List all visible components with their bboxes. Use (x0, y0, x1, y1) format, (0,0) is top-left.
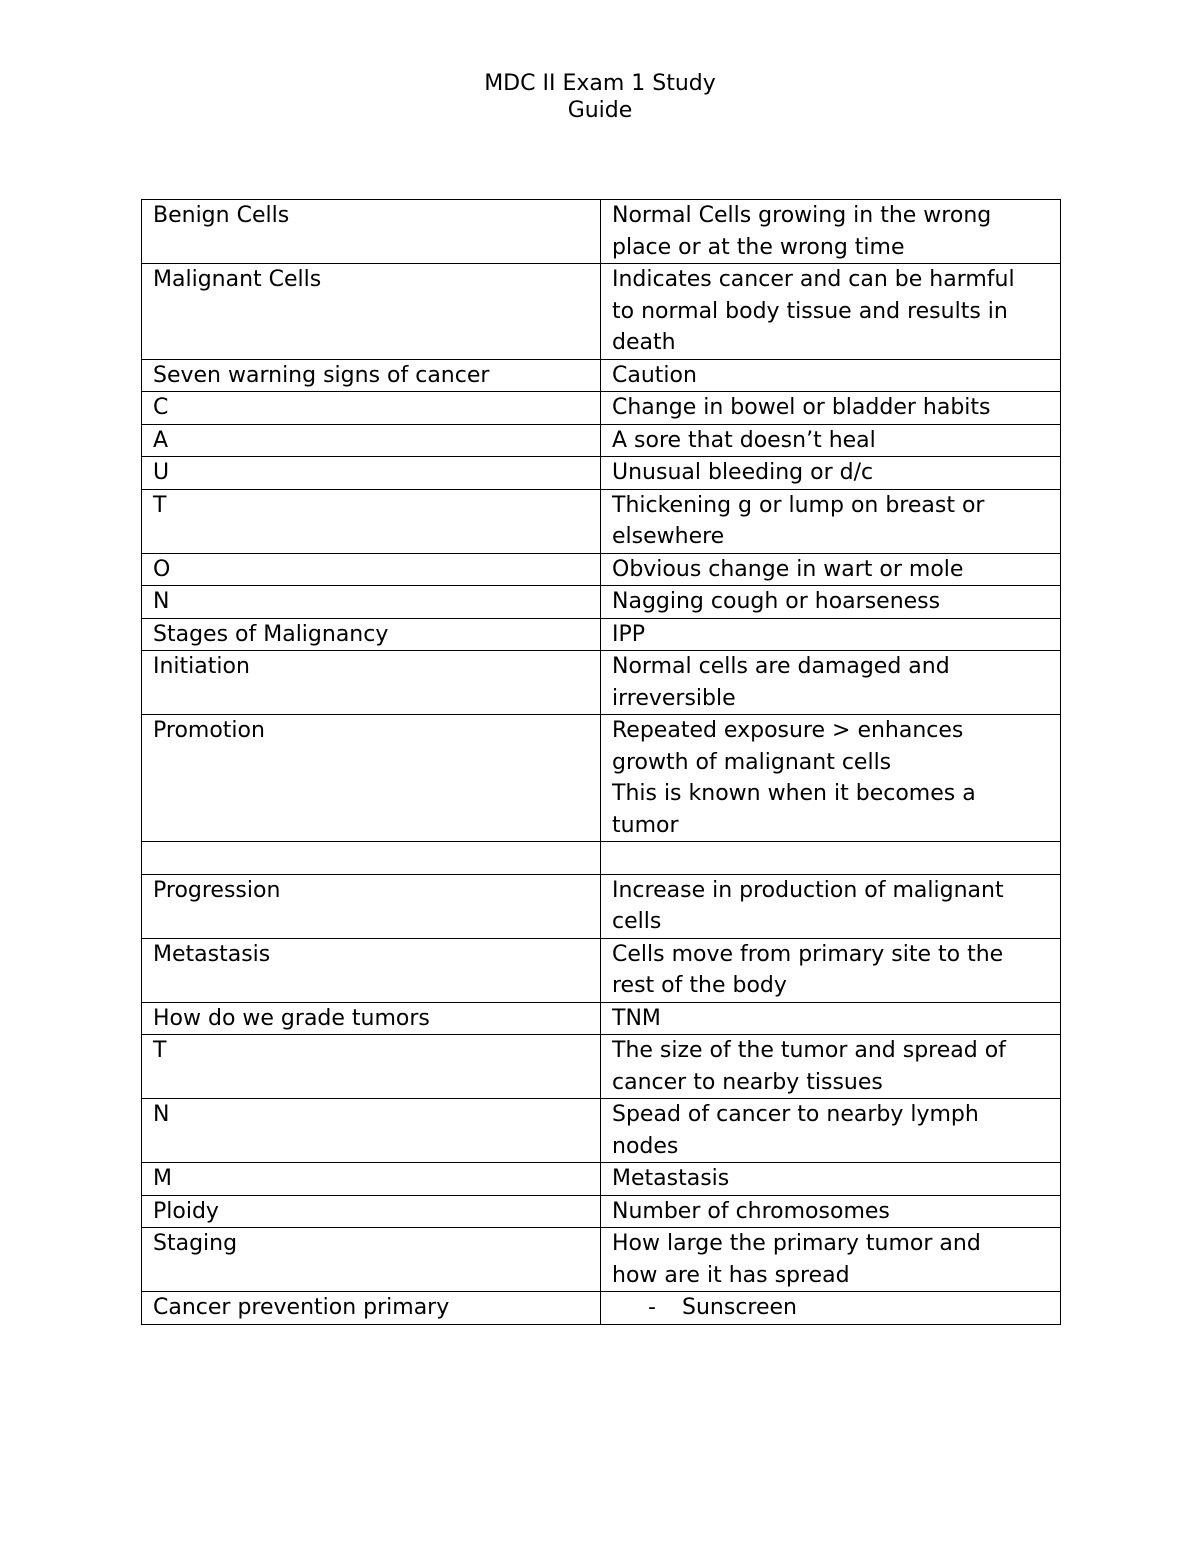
term-cell: Metastasis (142, 938, 601, 1002)
term-cell: How do we grade tumors (142, 1002, 601, 1035)
study-guide-table (141, 199, 1061, 1325)
term-cell: N (142, 1099, 601, 1163)
table-row-empty (142, 842, 1061, 875)
table-row (142, 200, 1061, 264)
definition-cell: TNM (601, 1002, 1061, 1035)
table-row (142, 618, 1061, 651)
table-row (142, 1228, 1061, 1292)
table-row (142, 457, 1061, 490)
definition-cell: Cells move from primary site to the rest of the body (601, 938, 1061, 1002)
term-cell: T (142, 1035, 601, 1099)
document-title (0, 70, 1200, 124)
table-row (142, 715, 1061, 842)
term-cell: Malignant Cells (142, 264, 601, 360)
table-row (142, 264, 1061, 360)
definition-cell: Spead of cancer to nearby lymph nodes (601, 1099, 1061, 1163)
table-row (142, 392, 1061, 425)
table-row (142, 938, 1061, 1002)
definition-cell: Nagging cough or hoarseness (601, 586, 1061, 619)
table-row (142, 874, 1061, 938)
definition-cell (601, 842, 1061, 875)
term-cell: Ploidy (142, 1195, 601, 1228)
term-cell: M (142, 1163, 601, 1196)
table-row (142, 424, 1061, 457)
term-cell: Seven warning signs of cancer (142, 359, 601, 392)
term-cell (142, 842, 601, 875)
table-row (142, 359, 1061, 392)
term-cell: T (142, 489, 601, 553)
definition-cell: Indicates cancer and can be harmful to normal body tissue and results in death (601, 264, 1061, 360)
definition-cell: Metastasis (601, 1163, 1061, 1196)
table-row (142, 553, 1061, 586)
definition-cell: Normal Cells growing in the wrong place or at the wrong time (601, 200, 1061, 264)
definition-cell: IPP (601, 618, 1061, 651)
table-row (142, 1099, 1061, 1163)
definition-cell: Change in bowel or bladder habits (601, 392, 1061, 425)
term-cell: A (142, 424, 601, 457)
term-cell: Staging (142, 1228, 601, 1292)
definition-cell: The size of the tumor and spread of cancer to nearby tissues (601, 1035, 1061, 1099)
table-row (142, 1292, 1061, 1325)
term-cell: O (142, 553, 601, 586)
definition-cell: How large the primary tumor and how are it has spread (601, 1228, 1061, 1292)
bullet-item-text: Sunscreen (682, 1295, 797, 1320)
table-row (142, 586, 1061, 619)
term-cell: Progression (142, 874, 601, 938)
title-line-2: Guide (567, 98, 633, 123)
definition-cell: Obvious change in wart or mole (601, 553, 1061, 586)
table-row (142, 1195, 1061, 1228)
table-row (142, 1035, 1061, 1099)
table-row (142, 489, 1061, 553)
term-cell: Cancer prevention primary (142, 1292, 601, 1325)
table-row (142, 1002, 1061, 1035)
definition-cell: Repeated exposure > enhances growth of malignant cells This is known when it becomes a tumor (601, 715, 1061, 842)
bullet-dash: - (648, 1295, 656, 1320)
term-cell: Initiation (142, 651, 601, 715)
definition-cell: A sore that doesn’t heal (601, 424, 1061, 457)
definition-cell: Thickening g or lump on breast or elsewhere (601, 489, 1061, 553)
definition-cell: Normal cells are damaged and irreversible (601, 651, 1061, 715)
definition-cell: Increase in production of malignant cells (601, 874, 1061, 938)
term-cell: Stages of Malignancy (142, 618, 601, 651)
term-cell: C (142, 392, 601, 425)
table-row (142, 651, 1061, 715)
term-cell: U (142, 457, 601, 490)
definition-cell: Number of chromosomes (601, 1195, 1061, 1228)
term-cell: Promotion (142, 715, 601, 842)
term-cell: N (142, 586, 601, 619)
definition-cell: Caution (601, 359, 1061, 392)
term-cell: Benign Cells (142, 200, 601, 264)
definition-cell (601, 1292, 1061, 1325)
table-row (142, 1163, 1061, 1196)
definition-cell: Unusual bleeding or d/c (601, 457, 1061, 490)
title-line-1: MDC II Exam 1 Study (484, 71, 716, 96)
